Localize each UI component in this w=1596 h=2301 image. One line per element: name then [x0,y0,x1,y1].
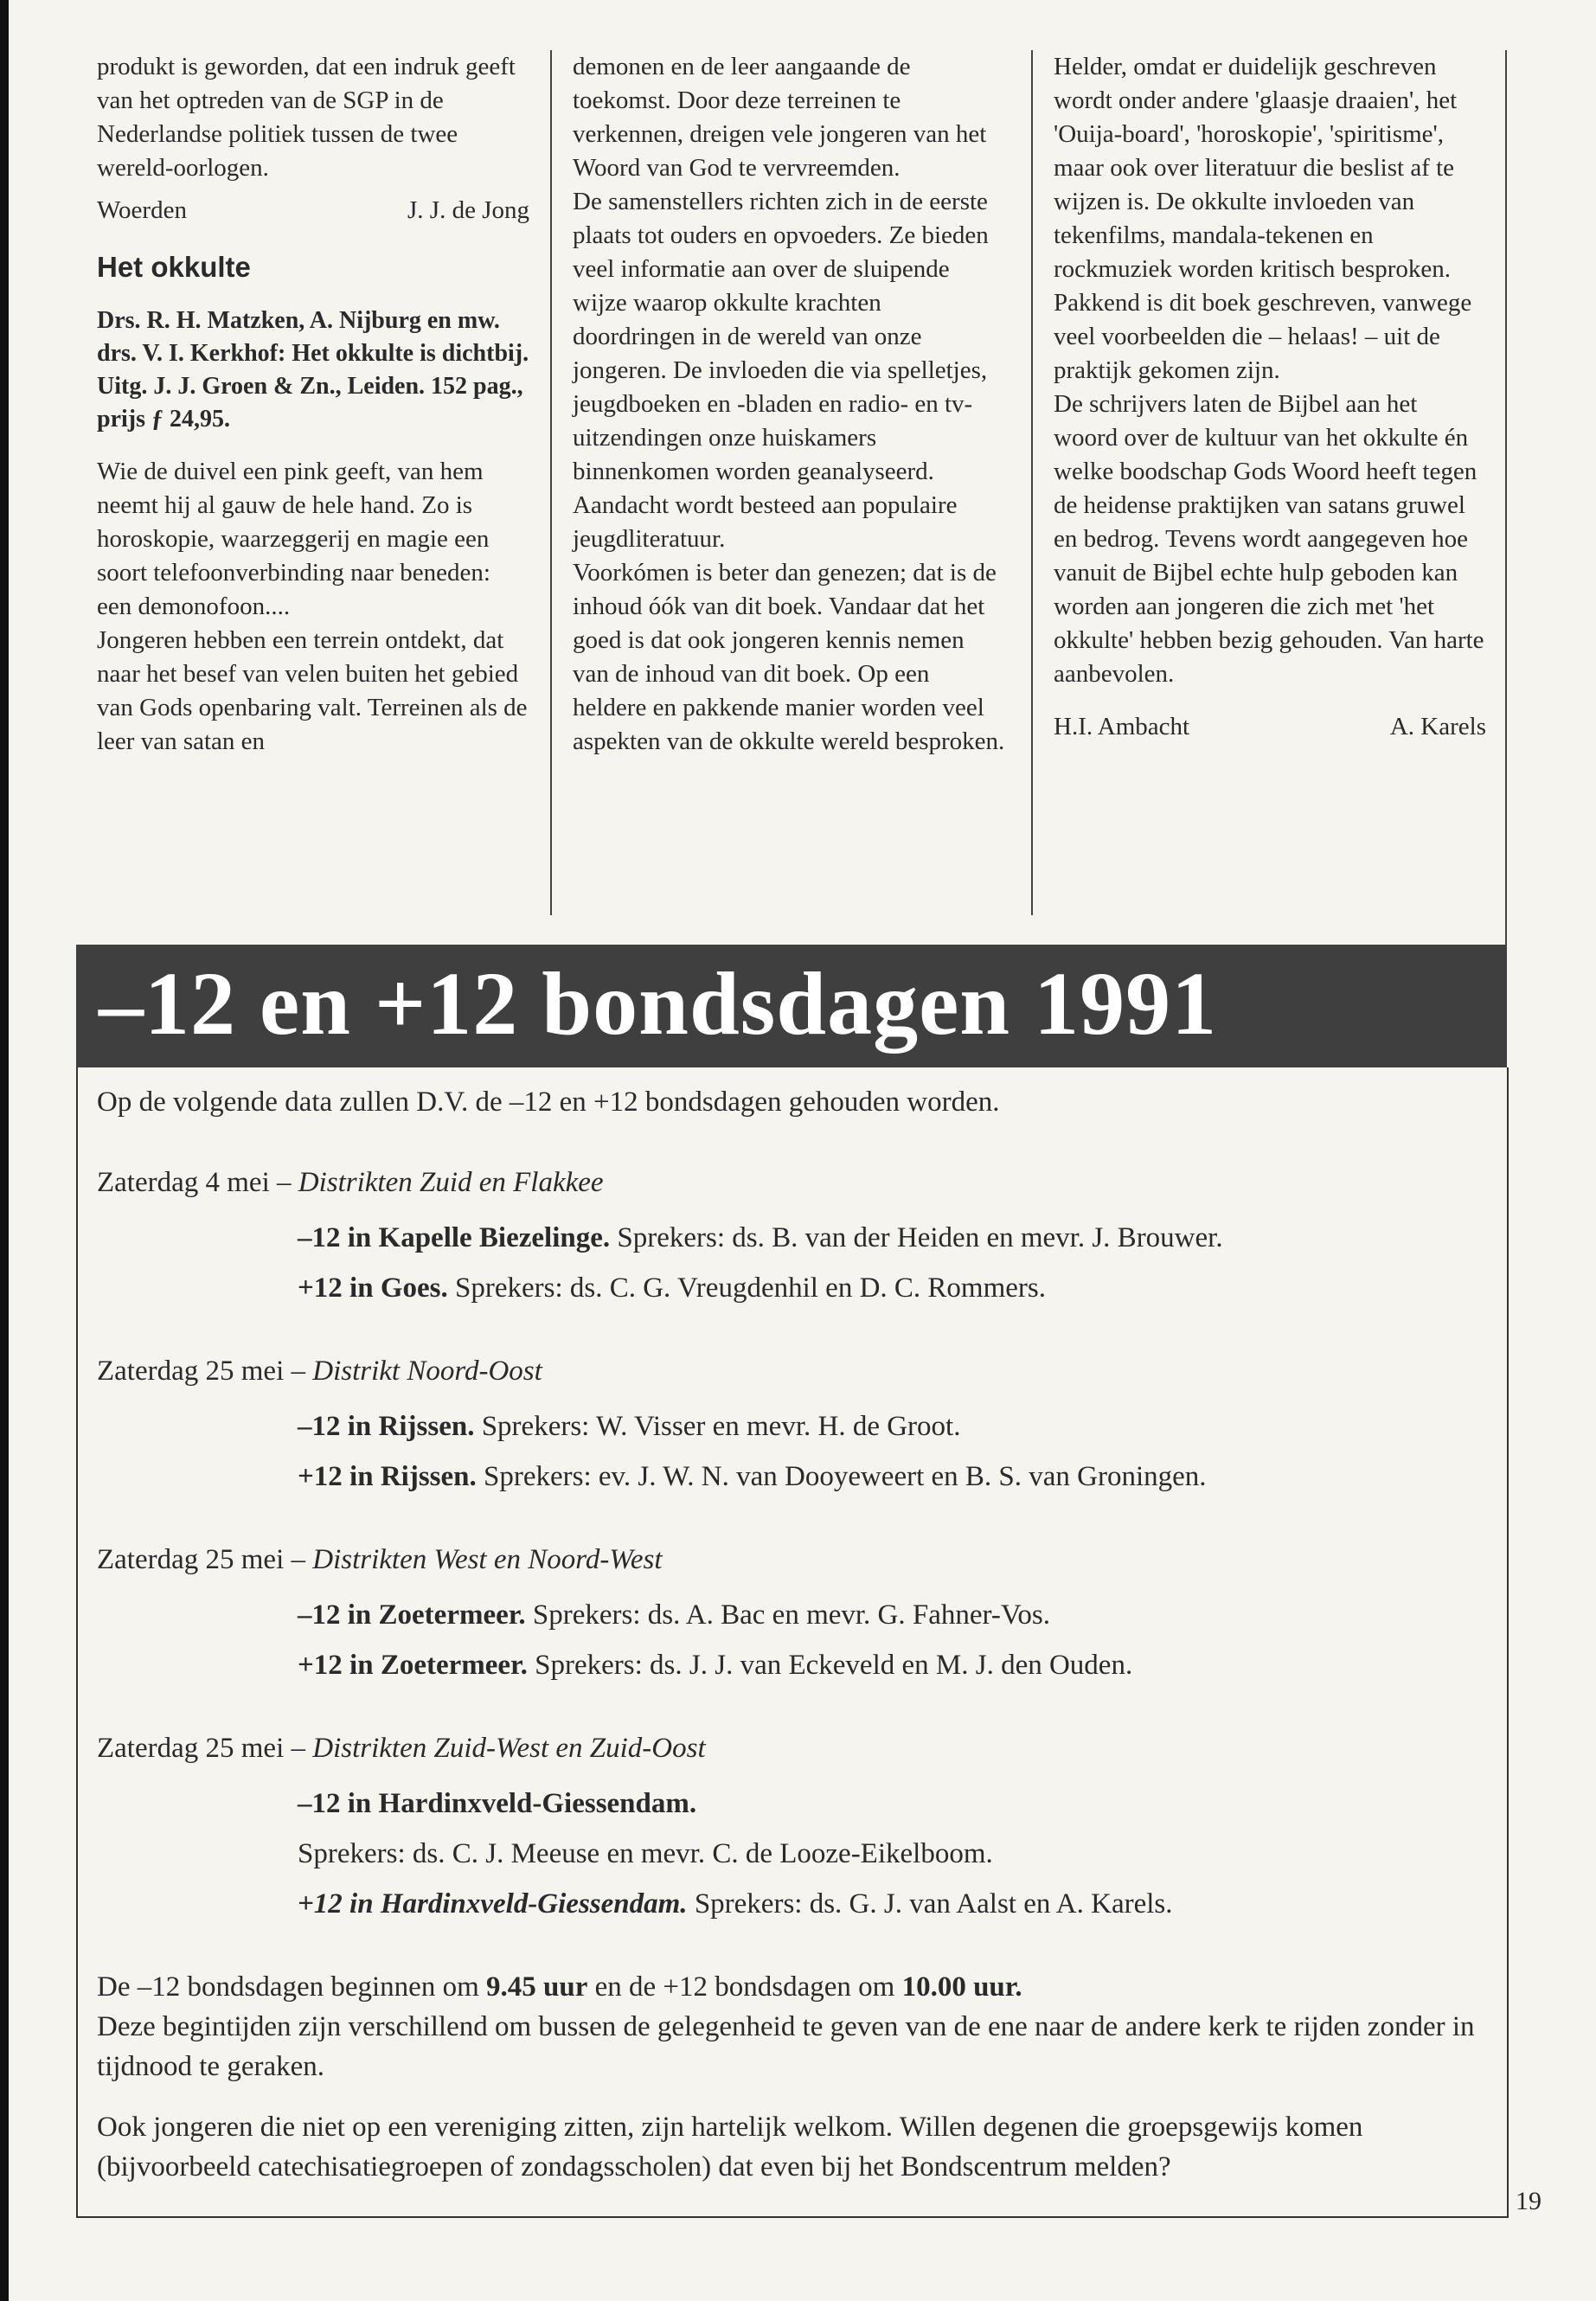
day-heading: Zaterdag 25 mei – Distrikten West en Noord-West [97,1544,663,1575]
schedule-line [298,1401,1498,1452]
day-district: Distrikten Zuid en Flakkee [298,1167,604,1198]
column-2 [573,50,1005,759]
line-location: +12 in Goes. [298,1272,448,1304]
signature-place: Woerden [97,196,187,224]
schedule-day [97,1163,1498,1313]
banner-title: –12 en +12 bondsdagen 1991 [99,954,1218,1054]
line-location: –12 in Kapelle Biezelinge. [298,1222,611,1253]
page-binding-edge [0,0,9,2301]
announcement-intro: Op de volgende data zullen D.V. de –12 en +12 bondsdagen gehouden worden. [97,1086,1000,1118]
line-speakers: Sprekers: ev. J. W. N. van Dooyeweert en B. S. van Groningen. [484,1461,1207,1492]
review-meta [97,304,529,436]
col1-text: produkt is geworden, dat een indruk geeft van het optreden van de SGP in de Nederlandse politiek tussen de twee wereld-oorlogen. [97,53,516,182]
schedule-day [97,1351,1498,1502]
column-divider [1031,50,1033,915]
col1-text-3: Jongeren hebben een terrein ontdekt, dat naar het besef van velen buiten het gebied van Gods openbaring valt. Terreinen als de leer van satan en [97,626,528,755]
signature-name: A. Karels [1389,713,1486,740]
line-speakers: Sprekers: ds. G. J. van Aalst en A. Karels. [694,1888,1173,1920]
col2-text-3: Voorkómen is beter dan genezen; dat is de inhoud óók van dit boek. Vandaar dat het goed is dat ook jongeren kennis nemen van de inhoud van dit boek. Op een heldere en pakkende manier worden veel aspekten van de okkulte wereld besproken. [573,559,1005,755]
line-speakers: Sprekers: ds. A. Bac en mevr. G. Fahner-Vos. [532,1599,1051,1631]
schedule-line [298,1829,1498,1879]
time-plus-12: 10.00 uur. [901,1971,1022,2003]
day-date: Zaterdag 25 mei [97,1544,285,1575]
day-heading: Zaterdag 4 mei – Distrikten Zuid en Flakkee [97,1167,604,1198]
column-divider [550,50,552,915]
schedule-day [97,1540,1498,1690]
line-speakers: Sprekers: W. Visser en mevr. H. de Groot. [481,1411,961,1442]
review-title: Het okkulte [97,251,251,283]
schedule-line [298,1640,1498,1690]
day-date: Zaterdag 4 mei [97,1167,270,1198]
review-authors: Drs. R. H. Matzken, A. Nijburg en mw. drs. V. I. Kerkhof: Het okkulte is dichtbij. [97,307,529,367]
col3-text-2: De schrijvers laten de Bijbel aan het woord over de kultuur van het okkulte én welke boodschap Gods Woord heeft tegen de heidense praktijken van satans gruwel en bedrog. Tevens wordt aangegeven hoe vanuit de Bijbel echte hulp geboden kan worden aan jongeren die zich met 'het okkulte' hebben bezig gehouden. Van harte aanbevolen. [1054,390,1484,688]
day-district: Distrikten Zuid-West en Zuid-Oost [312,1733,706,1764]
schedule-line [298,1879,1498,1929]
welcome-note: Ook jongeren die niet op een vereniging zitten, zijn hartelijk welkom. Willen degenen die groepsgewijs komen (bijvoorbeeld catechisatiegroepen of zondagsscholen) dat even bij het Bondscentrum melden? [97,2112,1363,2182]
line-speakers: Sprekers: ds. J. J. van Eckeveld en M. J. den Ouden. [535,1650,1133,1681]
announcement-content [97,1083,1498,2208]
col1-text-2: Wie de duivel een pink geeft, van hem neemt hij al gauw de hele hand. Zo is horoskopie, waarzeggerij en magie een soort telefoonverbinding naar beneden: een demonofoon.... [97,458,490,620]
line-location: –12 in Rijssen. [298,1411,475,1442]
day-heading: Zaterdag 25 mei – Distrikten Zuid-West en Zuid-Oost [97,1733,706,1764]
schedule-line [298,1213,1498,1263]
line-location: +12 in Zoetermeer. [298,1650,528,1681]
times-text: De –12 bondsdagen beginnen om [97,1971,479,2003]
column-1 [97,50,529,759]
col2-text-2: De samenstellers richten zich in de eerste plaats tot ouders en opvoeders. Ze bieden veel informatie aan over de sluipende wijze waarop okkulte krachten doordringen in de wereld van onze jongeren. De invloeden die via spelletjes, jeugdboeken en -bladen en radio- en tv-uitzendingen onze huiskamers binnenkomen worden geanalyseerd. Aandacht wordt besteed aan populaire jeugdliteratuur. [573,188,989,553]
page-number: 19 [1516,2187,1542,2215]
schedule-day [97,1728,1498,1929]
line-location: –12 in Zoetermeer. [298,1599,526,1631]
line-speakers: Sprekers: ds. C. G. Vreugdenhil en D. C. Rommers. [454,1272,1046,1304]
day-date: Zaterdag 25 mei [97,1733,285,1764]
times-note: Deze begintijden zijn verschillend om bussen de gelegenheid te geven van de ene naar de andere kerk te rijden zonder in tijdnood te geraken. [97,2011,1475,2082]
column-divider [1505,50,1507,946]
signature-place: H.I. Ambacht [1054,713,1190,740]
schedule-line [298,1590,1498,1640]
day-district: Distrikt Noord-Oost [312,1356,542,1387]
line-location: +12 in Rijssen. [298,1461,477,1492]
line-speakers: Sprekers: ds. C. J. Meeuse en mevr. C. de Looze-Eikelboom. [298,1838,993,1869]
day-district: Distrikten West en Noord-West [312,1544,663,1575]
schedule-line [298,1452,1498,1502]
line-location: –12 in Hardinxveld-Giessendam. [298,1788,697,1819]
col3-signature [1054,710,1486,744]
start-times [97,1967,1498,2007]
line-speakers: Sprekers: ds. B. van der Heiden en mevr. J. Brouwer. [617,1222,1223,1253]
signature-name: J. J. de Jong [407,196,529,224]
day-heading: Zaterdag 25 mei – Distrikt Noord-Oost [97,1356,542,1387]
column-3 [1054,50,1486,744]
schedule-line [298,1263,1498,1313]
review-publisher: Uitg. J. J. Groen & Zn., Leiden. 152 pag., prijs ƒ 24,95. [97,373,523,433]
col1-signature [97,194,529,228]
col2-text: demonen en de leer aangaande de toekomst. Door deze terreinen te verkennen, dreigen vele jongeren van het Woord van God te vervreemden. [573,53,987,182]
times-text: en de +12 bondsdagen om [594,1971,895,2003]
time-minus-12: 9.45 uur [486,1971,588,2003]
schedule-line [298,1779,1498,1829]
line-location: +12 in Hardinxveld-Giessendam. [298,1888,688,1920]
day-date: Zaterdag 25 mei [97,1356,285,1387]
col3-text: Helder, omdat er duidelijk geschreven wordt onder andere 'glaasje draaien', het 'Ouija-board', 'horoskopie', 'spiritisme', maar ook over literatuur die beslist af te wijzen is. De okkulte invloeden van tekenfilms, mandala-tekenen en rockmuziek worden kritisch besproken. Pakkend is dit boek geschreven, vanwege veel voorbeelden die – helaas! – uit de praktijk gekomen zijn. [1054,53,1472,384]
